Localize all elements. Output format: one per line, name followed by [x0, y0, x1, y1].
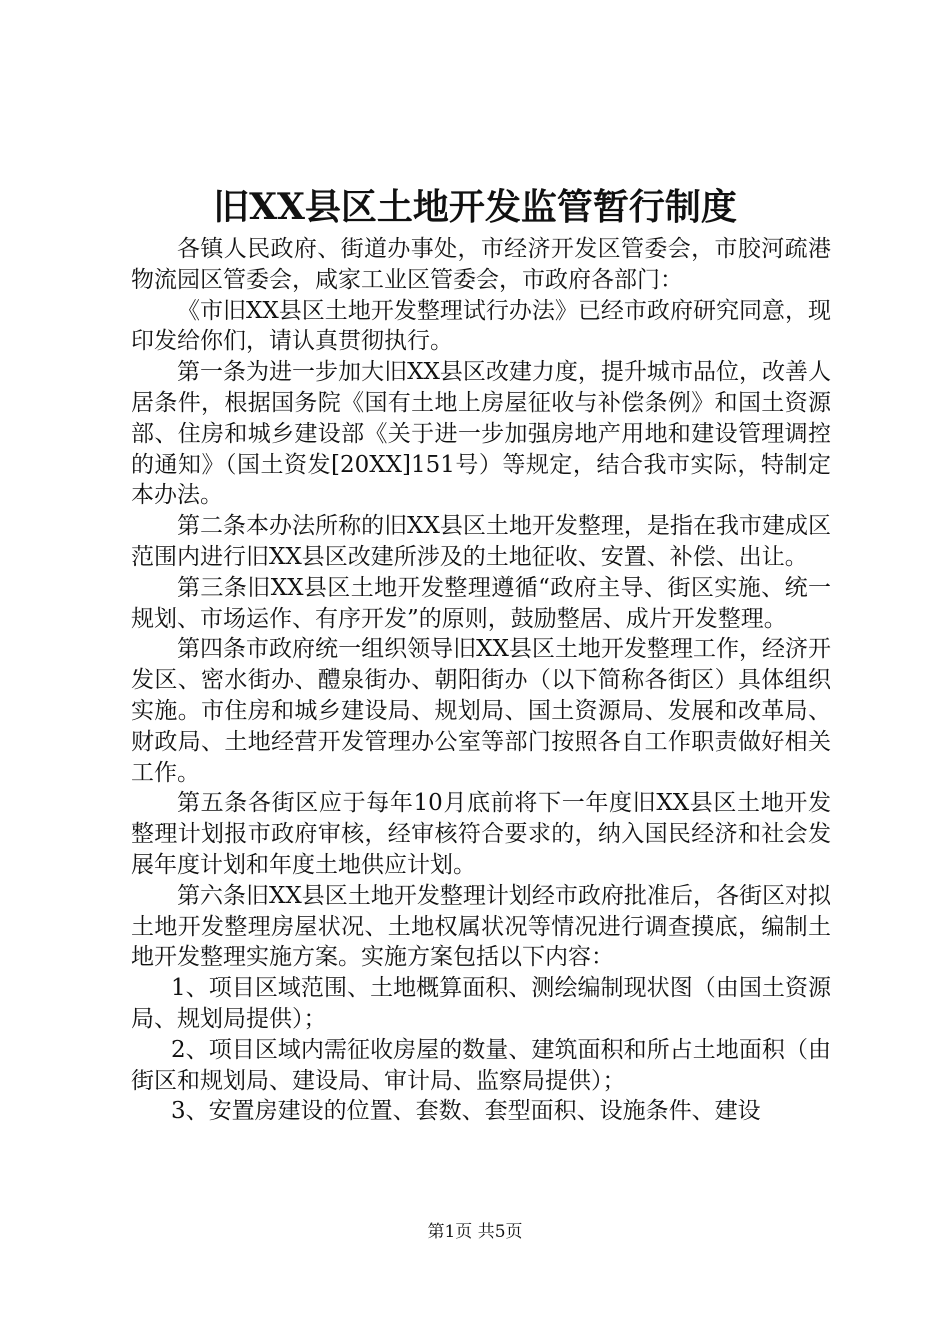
list-item-2: 2、项目区域内需征收房屋的数量、建筑面积和所占土地面积（由街区和规划局、建设局、审计局、监察局提供）； [131, 1036, 831, 1094]
page-number-footer: 第1页 共5页 [427, 1222, 523, 1242]
list-item-1: 1、项目区域范围、土地概算面积、测绘编制现状图（由国土资源局、规划局提供）； [131, 975, 831, 1032]
paragraph-article-1: 第一条为进一步加大旧XX县区改建力度，提升城市品位，改善人居条件，根据国务院《国有土地上房屋征收与补偿条例》和国土资源部、住房和城乡建设部《关于进一步加强房地产用地和建设管理调控的通知》（国土资发[20XX]151号）等规定，结合我市实际，特制定本办法。 [131, 359, 831, 509]
paragraph-article-5: 第五条各街区应于每年10月底前将下一年度旧XX县区土地开发整理计划报市政府审核，经审核符合要求的，纳入国民经济和社会发展年度计划和年度土地供应计划。 [131, 790, 831, 878]
paragraph-article-4: 第四条市政府统一组织领导旧XX县区土地开发整理工作，经济开发区、密水街办、醴泉街办、朝阳街办（以下简称各街区）具体组织实施。市住房和城乡建设局、规划局、国土资源局、发展和改革局、财政局、土地经营开发管理办公室等部门按照各自工作职责做好相关工作。 [131, 636, 831, 786]
paragraph-article-6: 第六条旧XX县区土地开发整理计划经市政府批准后，各街区对拟土地开发整理房屋状况、土地权属状况等情况进行调查摸底，编制土地开发整理实施方案。实施方案包括以下内容： [131, 882, 831, 971]
list-item-3: 3、安置房建设的位置、套数、套型面积、设施条件、建设 [171, 1098, 761, 1125]
document-body [131, 234, 831, 1127]
paragraph-addressees: 各镇人民政府、街道办事处，市经济开发区管委会，市胶河疏港物流园区管委会，咸家工业区管委会，市政府各部门： [131, 236, 831, 293]
paragraph-article-2: 第二条本办法所称的旧XX县区土地开发整理，是指在我市建成区范围内进行旧XX县区改建所涉及的土地征收、安置、补偿、出让。 [131, 513, 831, 570]
paragraph-article-3: 第三条旧XX县区土地开发整理遵循“政府主导、街区实施、统一规划、市场运作、有序开发”的原则，鼓励整居、成片开发整理。 [131, 574, 831, 632]
document-title: 旧XX县区土地开发监管暂行制度 [213, 186, 737, 228]
paragraph-notice: 《市旧XX县区土地开发整理试行办法》已经市政府研究同意，现印发给你们，请认真贯彻执行。 [131, 297, 831, 355]
